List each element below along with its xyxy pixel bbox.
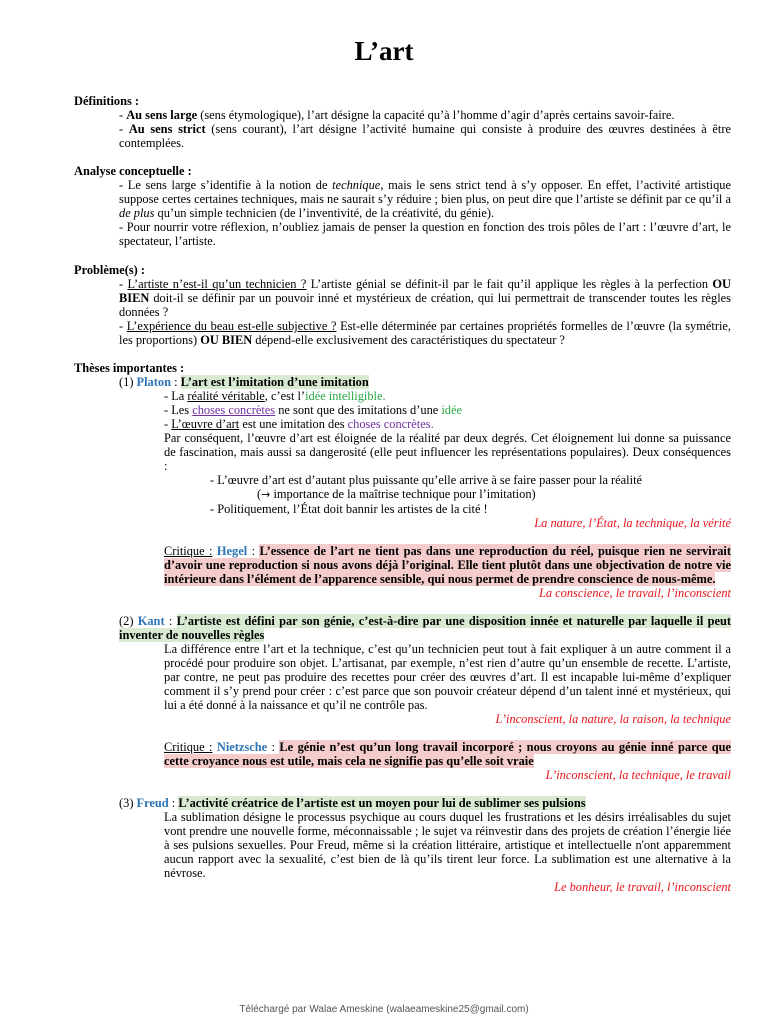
platon-line-2 <box>74 403 731 417</box>
hegel-tags: La conscience, le travail, l’inconscient <box>538 586 731 600</box>
kant-thesis-text: L’artiste est défini par son génie, c’est-à-dire par une disposition innée et naturelle par laquelle il peut inventer de nouvelles règles <box>119 614 731 642</box>
analyse-paragraph-2: - Pour nourrir votre réflexion, n’oubliez jamais de penser la question en fonction des trois pôles de l’art : l’œuvre d’art, le spectateur, l’artiste. <box>119 220 731 248</box>
idee: idée <box>441 403 462 417</box>
probleme-question-1 <box>74 277 731 319</box>
separator: : <box>247 544 260 558</box>
separator: : <box>164 614 177 628</box>
definition-strict-term: Au sens strict <box>128 122 206 136</box>
freud-thesis <box>74 796 731 810</box>
theses-section <box>74 361 731 894</box>
author-platon: Platon <box>136 375 171 389</box>
choses-concretes: choses concrètes. <box>347 417 434 431</box>
separator: : <box>168 796 179 810</box>
probleme-section <box>74 263 731 347</box>
analyse-heading: Analyse conceptuelle : <box>74 164 192 178</box>
definition-large-term: Au sens large <box>126 108 198 122</box>
platon-text: ne sont que des imitations d’une <box>275 403 442 417</box>
dash: - <box>119 319 127 333</box>
platon-line-3 <box>74 417 731 431</box>
author-nietzsche: Nietzsche <box>216 740 268 754</box>
hegel-critique <box>74 544 731 586</box>
oeuvre-d-art: L’œuvre d’art <box>171 417 240 431</box>
platon-text: , c’est l’ <box>264 389 306 403</box>
question-technicien: L’artiste n’est-il qu’un technicien ? <box>127 277 307 291</box>
definitions-heading: Définitions : <box>74 94 140 108</box>
freud-thesis-text: L’activité créatrice de l’artiste est un moyen pour lui de sublimer ses pulsions <box>178 796 586 810</box>
analyse-term-technique: technique <box>332 178 381 192</box>
ou-bien: OU BIEN <box>119 277 731 305</box>
probleme-question-2 <box>74 319 731 347</box>
analyse-section <box>74 164 731 248</box>
platon-consequence-2: - Politiquement, l’État doit bannir les artistes de la cité ! <box>210 502 488 516</box>
kant-thesis <box>74 614 731 642</box>
question-beau: L’expérience du beau est-elle subjective ? <box>126 319 337 333</box>
freud-tags: Le bonheur, le travail, l’inconscient <box>554 880 731 894</box>
dash: - <box>119 277 128 291</box>
platon-tags: La nature, l’État, la technique, la vérité <box>534 516 731 530</box>
author-freud: Freud <box>136 796 169 810</box>
probleme-heading: Problème(s) : <box>74 263 145 277</box>
platon-text: - <box>164 417 172 431</box>
platon-text: - La <box>164 389 188 403</box>
definition-strict-text: (sens courant), l’art désigne l’activité humaine qui consiste à produire des œuvres destinées à être contemplées. <box>119 122 731 150</box>
analyse-paragraph-1 <box>74 178 731 220</box>
page-title: L’art <box>354 36 414 66</box>
dash: - <box>119 122 129 136</box>
platon-line-1 <box>74 389 731 403</box>
kant-tags: L’inconscient, la nature, la raison, la technique <box>495 712 731 726</box>
analyse-text: qu’un simple technicien (de l’inventivité, de la créativité, du génie). <box>154 206 495 220</box>
arrow-right-icon: → <box>261 488 271 501</box>
kant-paragraph: La différence entre l’art et la technique, c’est qu’un technicien peut tout à fait expliquer à un autre comment il a procédé pour produire son objet. L’artisanat, par exemple, n’est rien d’autre qu’un ensemble de recette. L’artiste, par contre, ne peut pas produire des recettes pour créer des œuvres d’art. Il est incapable lui-même d’expliquer comment il s’y prend pour créer : c’est parce que son pouvoir créateur dépend d’un talent inné et mystérieux, qui lui a été donné à la naissance et qu’il ne contrôle pas. <box>164 642 731 712</box>
idee-intelligible: idée intelligible. <box>305 389 386 403</box>
critique-label: Critique : <box>164 740 213 754</box>
nietzsche-critique-text: Le génie n’est qu’un long travail incorporé ; nous croyons au génie inné parce que cette croyance nous est utile, mais cela ne signifie pas qu’elle soit vraie <box>164 740 731 768</box>
thesis-number: (1) <box>119 375 137 389</box>
analyse-text: , mais le sens strict tend à s’y opposer. En effet, l’activité artistique suppose certes certaines techniques, mais ne saurait s’y réduire ; bien plus, on peut dire que l’artiste se définit par ce qu’il a <box>119 178 731 206</box>
separator: : <box>267 740 280 754</box>
analyse-term-de-plus: de plus <box>119 206 155 220</box>
definition-strict <box>74 122 731 150</box>
hegel-critique-text: L’essence de l’art ne tient pas dans une reproduction du réel, puisque rien ne servirait d’avoir une reproduction si nous avons déjà l’original. Elle tient plutôt dans une objectivation de notre vie intérieure dans l’élément de l’apparence sensible, qui nous permet de prendre conscience de nous-même. <box>164 544 731 586</box>
probleme-text: dépend-elle exclusivement des caractéristiques du spectateur ? <box>252 333 565 347</box>
paren: ( <box>257 487 262 501</box>
author-hegel: Hegel <box>216 544 248 558</box>
ou-bien: OU BIEN <box>200 333 253 347</box>
definition-large-text: (sens étymologique), l’art désigne la capacité qu’à l’homme d’agir d’après certains savoir-faire. <box>197 108 675 122</box>
probleme-text: doit-il se définir par un pouvoir inné et mystérieux de création, qui lui permettrait de transcender toutes les règles données ? <box>119 291 731 319</box>
theses-heading: Thèses importantes : <box>74 361 185 375</box>
dash: - <box>119 108 127 122</box>
definitions-section <box>74 94 731 150</box>
probleme-text: Est-elle déterminée par certaines propriétés formelles de l’œuvre (la symétrie, les proportions) <box>119 319 731 347</box>
realite-veritable: réalité véritable <box>187 389 265 403</box>
platon-paragraph: Par conséquent, l’œuvre d’art est éloignée de la réalité par deux degrés. Cet éloignement lui donne sa puissance de fascination, mais aussi sa dangerosité (elle peut influencer les représentations populaires). Deux conséquences : <box>164 431 731 473</box>
thesis-number: (3) <box>119 796 137 810</box>
probleme-text: L’artiste génial se définit-il par le fait qu’il applique les règles à la perfection <box>306 277 713 291</box>
freud-paragraph: La sublimation désigne le processus psychique au cours duquel les frustrations et les désirs irréalisables du sujet vont prendre une nouvelle forme, méconnaissable ; le sujet va réinvestir dans des projets de création l’énergie liée à ses pulsions sexuelles. Pour Freud, même si la création littéraire, artistique et intellectuelle n'ont apparemment aucun rapport avec la sexualité, c’est bien de là qu’ils tirent leur force. La sublimation est une alternative à la névrose. <box>164 810 731 880</box>
thesis-number: (2) <box>119 614 138 628</box>
platon-text: - Les <box>164 403 193 417</box>
nietzsche-critique <box>74 740 731 768</box>
critique-label: Critique : <box>164 544 213 558</box>
nietzsche-tags: L’inconscient, la technique, le travail <box>545 768 731 782</box>
separator: : <box>170 375 181 389</box>
platon-thesis <box>74 375 731 389</box>
platon-text: est une imitation des <box>239 417 348 431</box>
platon-consequence-1-sub <box>74 487 731 502</box>
platon-thesis-text: L’art est l’imitation d’une imitation <box>180 375 369 389</box>
download-footer: Téléchargé par Walae Ameskine (walaeameskine25@gmail.com) <box>239 1004 529 1015</box>
author-kant: Kant <box>137 614 165 628</box>
analyse-text: - Le sens large s’identifie à la notion de <box>119 178 333 192</box>
platon-consequence-1: - L’œuvre d’art est d’autant plus puissante qu’elle arrive à se faire passer pour la réalité <box>210 473 643 487</box>
choses-concretes: choses concrètes <box>192 403 276 417</box>
definition-large <box>74 108 731 122</box>
platon-text: importance de la maîtrise technique pour l’imitation) <box>270 487 536 501</box>
